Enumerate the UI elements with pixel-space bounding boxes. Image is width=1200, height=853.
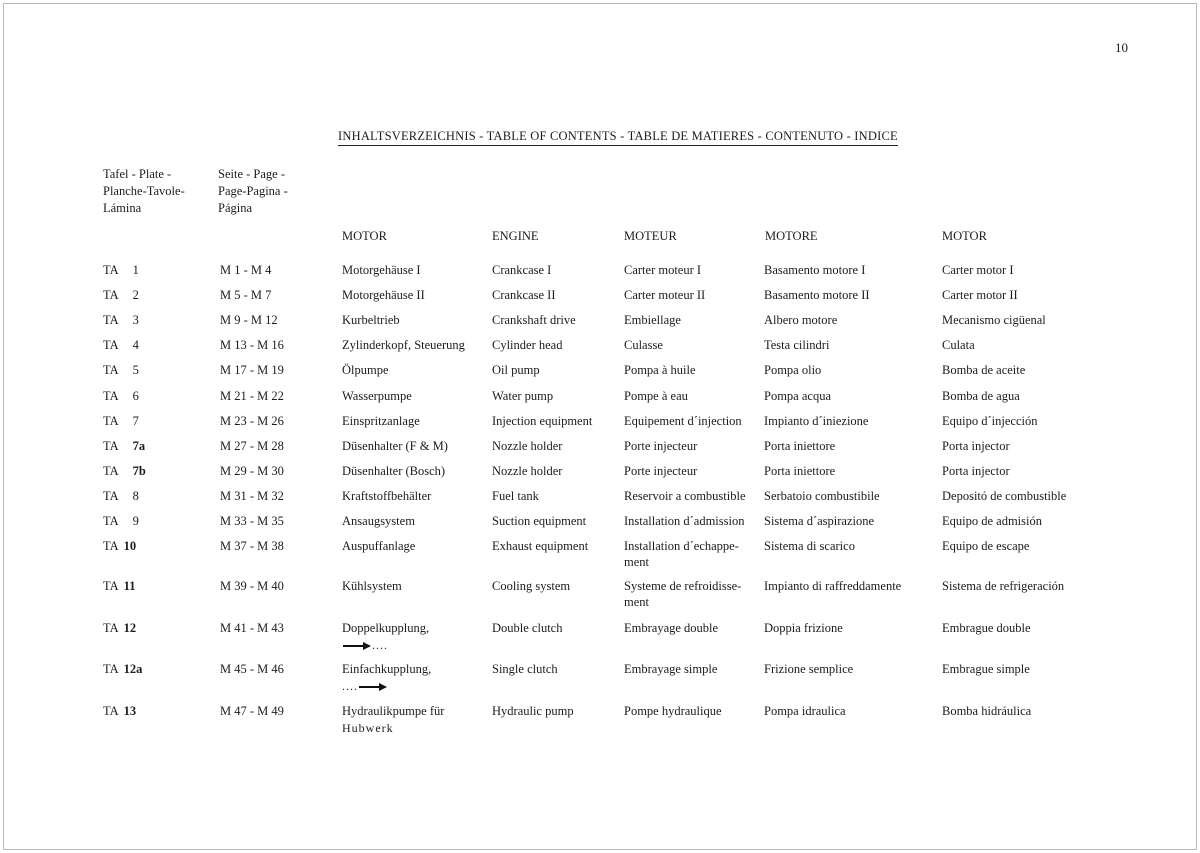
title-german-text: Motorgehäuse II [342,288,425,302]
title-german-text: Kühlsystem [342,579,402,593]
title-english: Crankcase I [492,263,552,277]
panel-number [103,703,136,719]
title-italian: Impianto d´iniezione [764,414,869,428]
panel-prefix: TA [103,464,119,478]
title-german-line2 [342,678,431,694]
title-english: Exhaust equipment [492,539,589,553]
panel-prefix: TA [103,389,119,403]
title-german-line2 [342,720,444,736]
panel-number [103,413,139,429]
page-range: M 23 - M 26 [220,414,284,428]
title-italian: Doppia frizione [764,621,843,635]
title-french [624,413,742,429]
title-italian: Pompa idraulica [764,704,846,718]
tafel-header-line: Planche-Tavole- [103,184,185,198]
title-german [342,463,445,479]
title-english: Injection equipment [492,414,593,428]
page-number: 10 [1115,40,1128,55]
title-french [624,312,681,328]
title-german [342,513,415,529]
page-range: M 41 - M 43 [220,621,284,635]
language-header-fr: MOTEUR [624,229,677,243]
title-french [624,362,696,378]
seite-header-line: Page-Pagina - [218,184,288,198]
title-german-cont: Hubwerk [342,721,394,735]
page-range: M 9 - M 12 [220,313,278,327]
title-italian: Porta iniettore [764,464,836,478]
page-range: M 5 - M 7 [220,288,272,302]
title-spanish: Embrague simple [942,662,1030,676]
title-spanish: Equipo de admisión [942,514,1042,528]
title-italian: Frizione semplice [764,662,854,676]
language-header-de: MOTOR [342,229,387,243]
panel-index: 12a [123,662,143,676]
title-spanish: Depositó de combustible [942,489,1067,503]
title-italian: Impianto di raffreddamente [764,579,902,593]
panel-index: 3 [132,313,139,327]
title-french-text: Carter moteur II [624,288,706,302]
arrow-right-icon [342,641,372,651]
title-italian: Albero motore [764,313,838,327]
title-french-text: Pompa à huile [624,363,696,377]
title-german [342,438,448,454]
page-range: M 1 - M 4 [220,263,272,277]
title-german [342,578,402,594]
panel-number [103,438,145,454]
title-french-cont: ment [624,595,649,609]
panel-index: 8 [132,489,139,503]
page-range: M 29 - M 30 [220,464,284,478]
panel-prefix: TA [103,539,119,553]
panel-index: 7 [132,414,139,428]
title-german [342,703,444,736]
title-spanish: Carter motor I [942,263,1014,277]
panel-index: 1 [132,263,139,277]
page-range: M 21 - M 22 [220,389,284,403]
title-german-text: Wasserpumpe [342,389,412,403]
title-spanish: Bomba hidráulica [942,704,1032,718]
title-english: Crankshaft drive [492,313,576,327]
panel-prefix: TA [103,338,119,352]
title-french-text: Porte injecteur [624,439,698,453]
title-italian: Testa cilindri [764,338,830,352]
panel-index: 7b [132,464,146,478]
title-spanish: Bomba de aceite [942,363,1026,377]
title-spanish: Equipo d´injección [942,414,1038,428]
title-german-cont: .... [372,638,388,652]
title-german [342,413,420,429]
seite-header-line: Seite - Page - [218,167,285,181]
title-french-text: Culasse [624,338,663,352]
page-range: M 27 - M 28 [220,439,284,453]
title-german-cont: .... [342,679,358,693]
page-range: M 37 - M 38 [220,539,284,553]
title-french [624,578,741,610]
panel-number [103,488,139,504]
document-title: INHALTSVERZEICHNIS - TABLE OF CONTENTS - TABLE DE MATIERES - CONTENUTO - INDICE [338,129,898,146]
title-english: Nozzle holder [492,464,563,478]
title-english: Double clutch [492,621,563,635]
panel-index: 7a [132,439,146,453]
title-german-text: Doppelkupplung, [342,621,430,635]
title-french-text: Pompe hydraulique [624,704,722,718]
title-italian: Basamento motore I [764,263,866,277]
panel-prefix: TA [103,313,119,327]
page-range: M 33 - M 35 [220,514,284,528]
panel-index: 10 [123,539,137,553]
title-italian: Sistema di scarico [764,539,855,553]
title-spanish: Porta injector [942,464,1010,478]
panel-number [103,620,136,636]
arrow-right-icon [358,682,388,692]
seite-column-header [218,166,288,217]
title-german-text: Hydraulikpumpe für [342,704,445,718]
panel-number [103,538,136,554]
title-french [624,703,722,719]
panel-prefix: TA [103,514,119,528]
title-french-text: Embrayage simple [624,662,718,676]
panel-prefix: TA [103,621,119,635]
panel-number [103,287,139,303]
title-french-text: Installation d´echappe- [624,539,739,553]
page-range: M 47 - M 49 [220,704,284,718]
title-italian: Sistema d´aspirazione [764,514,875,528]
title-english: Hydraulic pump [492,704,574,718]
title-spanish: Mecanismo cigüenal [942,313,1046,327]
title-english: Nozzle holder [492,439,563,453]
title-french-text: Equipement d´injection [624,414,742,428]
page-range: M 13 - M 16 [220,338,284,352]
title-german-text: Motorgehäuse I [342,263,421,277]
panel-number [103,388,139,404]
title-french-text: Carter moteur I [624,263,702,277]
title-german-text: Kurbeltrieb [342,313,400,327]
title-german [342,362,389,378]
page-range: M 39 - M 40 [220,579,284,593]
title-french-cont: ment [624,555,649,569]
title-french [624,262,701,278]
panel-prefix: TA [103,579,119,593]
title-spanish: Porta injector [942,439,1010,453]
title-italian: Porta iniettore [764,439,836,453]
title-spanish: Embrague double [942,621,1031,635]
title-german-text: Düsenhalter (Bosch) [342,464,446,478]
panel-prefix: TA [103,263,119,277]
panel-prefix: TA [103,662,119,676]
title-french-text: Porte injecteur [624,464,698,478]
title-german-text: Einfachkupplung, [342,662,432,676]
title-german [342,661,431,694]
title-spanish: Carter motor II [942,288,1018,302]
page-range: M 17 - M 19 [220,363,284,377]
title-french-text: Pompe à eau [624,389,688,403]
title-german [342,388,412,404]
title-german-text: Auspuffanlage [342,539,416,553]
panel-prefix: TA [103,363,119,377]
tafel-header-line: Lámina [103,201,142,215]
tafel-header-line: Tafel - Plate - [103,167,172,181]
panel-prefix: TA [103,489,119,503]
panel-number [103,513,139,529]
panel-index: 2 [132,288,139,302]
title-german-text: Einspritzanlage [342,414,420,428]
title-english: Oil pump [492,363,540,377]
title-german [342,262,421,278]
title-french-text: Reservoir a combustible [624,489,746,503]
panel-prefix: TA [103,288,119,302]
panel-prefix: TA [103,704,119,718]
title-french [624,463,697,479]
tafel-column-header [103,166,185,217]
title-english: Cylinder head [492,338,563,352]
language-header-en: ENGINE [492,229,539,243]
language-header-it: MOTORE [765,229,818,243]
title-french [624,488,746,504]
panel-number [103,578,135,594]
title-german [342,287,425,303]
panel-number [103,463,146,479]
title-french-text: Embiellage [624,313,681,327]
title-italian: Pompa olio [764,363,822,377]
title-german [342,620,429,653]
title-french [624,337,663,353]
title-french [624,513,744,529]
panel-index: 4 [132,338,139,352]
title-german [342,312,400,328]
panel-index: 13 [123,704,137,718]
title-french [624,661,717,677]
title-french [624,388,688,404]
panel-prefix: TA [103,414,119,428]
seite-header-line: Página [218,201,253,215]
title-spanish: Sistema de refrigeración [942,579,1065,593]
title-german [342,488,431,504]
title-english: Water pump [492,389,554,403]
title-french [624,287,705,303]
title-italian: Serbatoio combustibile [764,489,880,503]
page-range: M 45 - M 46 [220,662,284,676]
title-english: Suction equipment [492,514,587,528]
title-italian: Pompa acqua [764,389,831,403]
title-french [624,438,697,454]
panel-prefix: TA [103,439,119,453]
title-german [342,337,465,353]
panel-index: 11 [123,579,136,593]
title-french-text: Systeme de refroidisse- [624,579,742,593]
title-french-text: Installation d´admission [624,514,745,528]
title-german-text: Kraftstoffbehälter [342,489,432,503]
panel-number [103,312,139,328]
title-french [624,620,718,636]
title-german-line2 [342,637,429,653]
title-english: Cooling system [492,579,571,593]
page-range: M 31 - M 32 [220,489,284,503]
panel-index: 9 [132,514,139,528]
title-french [624,538,739,570]
language-header-es: MOTOR [942,229,987,243]
title-german-text: Ölpumpe [342,363,389,377]
title-spanish: Equipo de escape [942,539,1030,553]
panel-index: 6 [132,389,139,403]
title-english: Crankcase II [492,288,556,302]
title-german-text: Ansaugsystem [342,514,415,528]
title-german-text: Düsenhalter (F & M) [342,439,448,453]
panel-index: 12 [123,621,137,635]
title-french-text: Embrayage double [624,621,719,635]
title-english: Single clutch [492,662,558,676]
panel-number [103,337,139,353]
title-spanish: Bomba de agua [942,389,1020,403]
title-spanish: Culata [942,338,975,352]
title-english: Fuel tank [492,489,539,503]
panel-index: 5 [132,363,139,377]
title-italian: Basamento motore II [764,288,870,302]
panel-number [103,362,139,378]
title-german [342,538,415,554]
panel-number [103,661,142,677]
title-german-text: Zylinderkopf, Steuerung [342,338,465,352]
panel-number [103,262,139,278]
